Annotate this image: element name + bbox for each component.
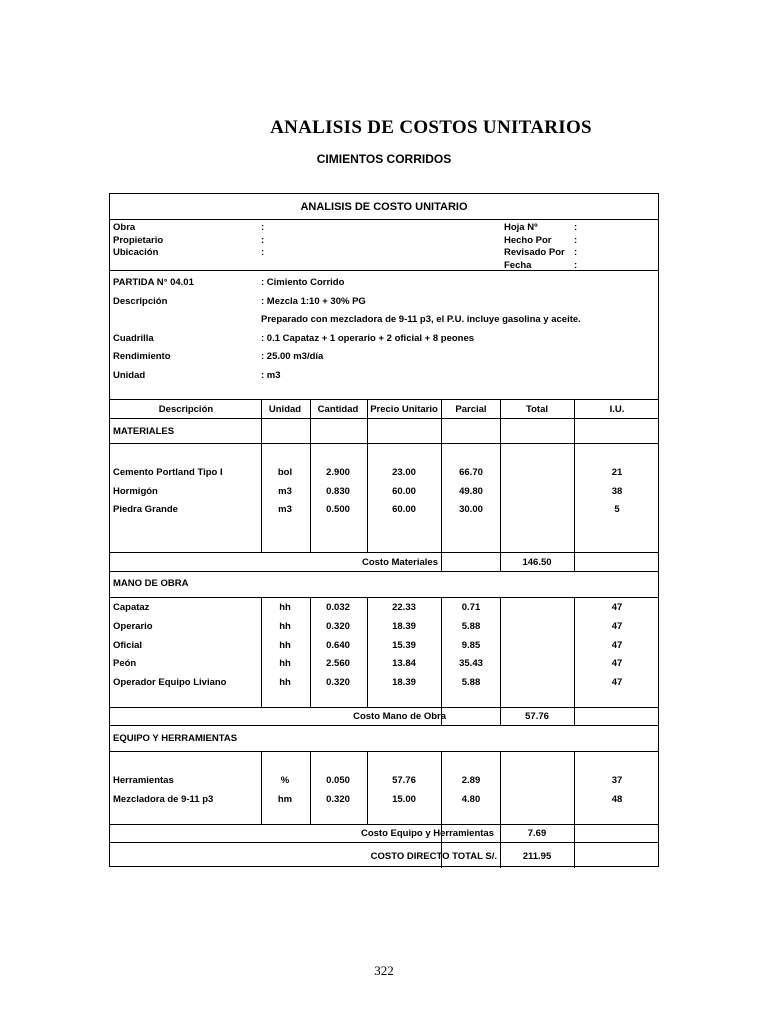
sheet-title: ANALISIS DE COSTO UNITARIO [300,201,468,213]
column-divider [441,399,442,552]
info-colon: : [574,222,578,233]
column-divider [261,597,262,707]
rendimiento-value: : 25.00 m3/día [261,351,324,362]
costo-equipo-label: Costo Equipo y Herramientas [360,828,494,839]
equipo-item-description: Mezcladora de 9-11 p3 [113,794,214,805]
mano-obra-item-description: Peón [113,658,137,670]
page-number: 322 [374,963,394,978]
materiales-item-unit: m3 [278,504,292,515]
info-colon: : [261,222,265,233]
table-header: I.U. [609,404,625,415]
rendimiento-label: Rendimiento [113,351,171,362]
equipo-item-iu: 48 [611,794,623,805]
table-header: Descripción [158,404,214,415]
equipo-item-quantity: 0.320 [326,794,350,805]
materiales-item-iu: 38 [611,485,623,497]
page-title: ANALISIS DE COSTOS UNITARIOS [270,117,592,138]
info-colon: : [261,235,265,246]
materiales-item-description: Cemento Portland Tipo I [113,467,223,478]
mano-obra-item-description: Oficial [113,639,143,651]
info-colon: : [574,235,578,246]
hecho-por-label: Hecho Por [504,235,552,246]
costo-directo-total: 211.95 [522,851,552,862]
table-header: Precio Unitario [370,404,438,415]
column-divider [500,842,501,868]
column-divider [500,399,501,552]
column-divider [310,597,311,707]
mano-obra-item-partial: 9.85 [461,639,481,651]
column-divider [574,751,575,824]
mano-obra-item-iu: 47 [611,620,623,632]
unidad-label: Unidad [113,370,146,381]
column-divider [441,751,442,824]
column-divider [500,707,501,725]
row-divider [110,725,658,726]
column-divider [574,597,575,707]
partida-value: : Cimiento Corrido [261,277,345,288]
table-header: Cantidad [317,404,359,415]
mano-obra-item-unit: hh [279,677,291,689]
column-divider [261,751,262,824]
materiales-item-partial: 49.80 [459,485,483,497]
mano-obra-item-unit-price: 13.84 [392,658,416,670]
costo-mano-obra-total: 57.76 [525,711,549,722]
mano-obra-item-unit-price: 18.39 [392,620,416,632]
obra-label: Obra [113,222,136,233]
materiales-item-quantity: 0.500 [326,504,350,515]
mano-obra-item-iu: 47 [611,658,623,670]
materiales-item-unit-price: 60.00 [392,485,416,497]
descripcion-extra: Preparado con mezcladora de 9-11 p3, el P.U. incluye gasolina y aceite. [261,314,581,325]
equipo-item-description: Herramientas [113,775,174,786]
column-divider [500,824,501,842]
propietario-label: Propietario [113,235,164,246]
cuadrilla-value: : 0.1 Capataz + 1 operario + 2 oficial + 8 peones [261,333,475,344]
mano-obra-item-description: Capataz [113,602,150,613]
mano-obra-item-quantity: 0.640 [326,639,350,651]
row-divider [110,842,658,843]
materiales-item-quantity: 0.830 [326,485,350,497]
column-divider [574,842,575,868]
costo-materiales-label: Costo Materiales [361,557,438,568]
column-divider [500,597,501,707]
mano-obra-item-description: Operario [113,620,153,632]
mano-obra-item-partial: 5.88 [461,620,481,632]
table-header: Unidad [268,404,302,415]
column-divider [500,751,501,824]
materiales-heading: MATERIALES [113,426,175,437]
revisado-por-label: Revisado Por [504,247,565,258]
materiales-item-unit: m3 [278,485,292,497]
subtitle-text: CIMIENTOS CORRIDOS [316,152,452,166]
mano-obra-item-partial: 35.43 [459,658,483,670]
equipo-item-unit: % [280,775,290,786]
equipo-item-unit: hm [277,794,293,805]
mano-obra-item-iu: 47 [611,677,623,689]
equipo-item-unit-price: 57.76 [392,775,416,786]
row-divider [110,418,658,419]
equipo-heading: EQUIPO Y HERRAMIENTAS [113,733,238,744]
row-divider [110,552,658,553]
partida-label: PARTIDA N° 04.01 [113,277,194,288]
costo-equipo-total: 7.69 [527,828,547,839]
table-header: Total [526,404,548,415]
mano-obra-item-unit-price: 15.39 [392,639,416,651]
mano-obra-item-unit-price: 18.39 [392,677,416,689]
costo-directo-label: COSTO DIRECTO TOTAL S/. [370,851,497,862]
info-colon: : [574,260,578,271]
hoja-label: Hoja Nº [504,222,538,233]
materiales-item-unit: bol [277,467,293,478]
materiales-item-iu: 21 [611,467,623,478]
column-divider [441,552,442,571]
mano-obra-item-unit: hh [279,658,291,670]
mano-obra-item-quantity: 0.032 [326,602,350,613]
row-divider [110,824,658,825]
column-divider [574,707,575,725]
row-divider [110,219,658,220]
info-colon: : [574,247,578,258]
mano-obra-item-partial: 5.88 [461,677,481,689]
materiales-item-description: Piedra Grande [113,504,178,515]
column-divider [310,751,311,824]
fecha-label: Fecha [504,260,532,271]
mano-obra-item-quantity: 0.320 [326,677,350,689]
column-divider [367,751,368,824]
equipo-item-partial: 2.89 [461,775,481,786]
column-divider [574,552,575,571]
equipo-item-iu: 37 [611,775,623,786]
mano-obra-heading: MANO DE OBRA [113,578,189,589]
mano-obra-item-unit: hh [279,620,291,632]
materiales-item-quantity: 2.900 [326,467,350,478]
descripcion-label: Descripción [113,296,168,307]
cuadrilla-label: Cuadrilla [113,333,154,344]
equipo-item-unit-price: 15.00 [392,794,416,805]
mano-obra-item-unit-price: 22.33 [392,602,416,613]
materiales-item-partial: 30.00 [459,504,483,515]
column-divider [500,552,501,571]
costo-mano-obra-label: Costo Mano de Obra [353,711,446,722]
mano-obra-item-quantity: 2.560 [326,658,350,670]
materiales-item-iu: 5 [614,504,620,515]
mano-obra-item-iu: 47 [611,602,623,613]
mano-obra-item-quantity: 0.320 [326,620,350,632]
mano-obra-item-unit: hh [279,602,291,613]
row-divider [110,751,658,752]
row-divider [110,399,658,400]
table-header: Parcial [455,404,487,415]
ubicacion-label: Ubicación [113,247,159,258]
materiales-item-description: Hormigón [113,485,158,497]
column-divider [367,597,368,707]
mano-obra-item-partial: 0.71 [461,602,481,613]
row-divider [110,571,658,572]
mano-obra-item-description: Operador Equipo Liviano [113,677,227,689]
column-divider [441,597,442,707]
column-divider [574,824,575,842]
info-colon: : [261,247,265,258]
materiales-item-partial: 66.70 [459,467,483,478]
mano-obra-item-unit: hh [279,639,291,651]
costo-materiales-total: 146.50 [522,557,552,568]
mano-obra-item-iu: 47 [611,639,623,651]
subtitle [0,152,768,166]
materiales-item-unit-price: 23.00 [392,467,416,478]
cost-analysis-sheet [109,193,659,867]
row-divider [110,597,658,598]
unidad-value: : m3 [261,370,281,381]
materiales-item-unit-price: 60.00 [392,504,416,515]
equipo-item-partial: 4.80 [461,794,481,805]
row-divider [110,443,658,444]
descripcion-value: : Mezcla 1:10 + 30% PG [261,296,366,307]
row-divider [110,707,658,708]
equipo-item-quantity: 0.050 [326,775,350,786]
